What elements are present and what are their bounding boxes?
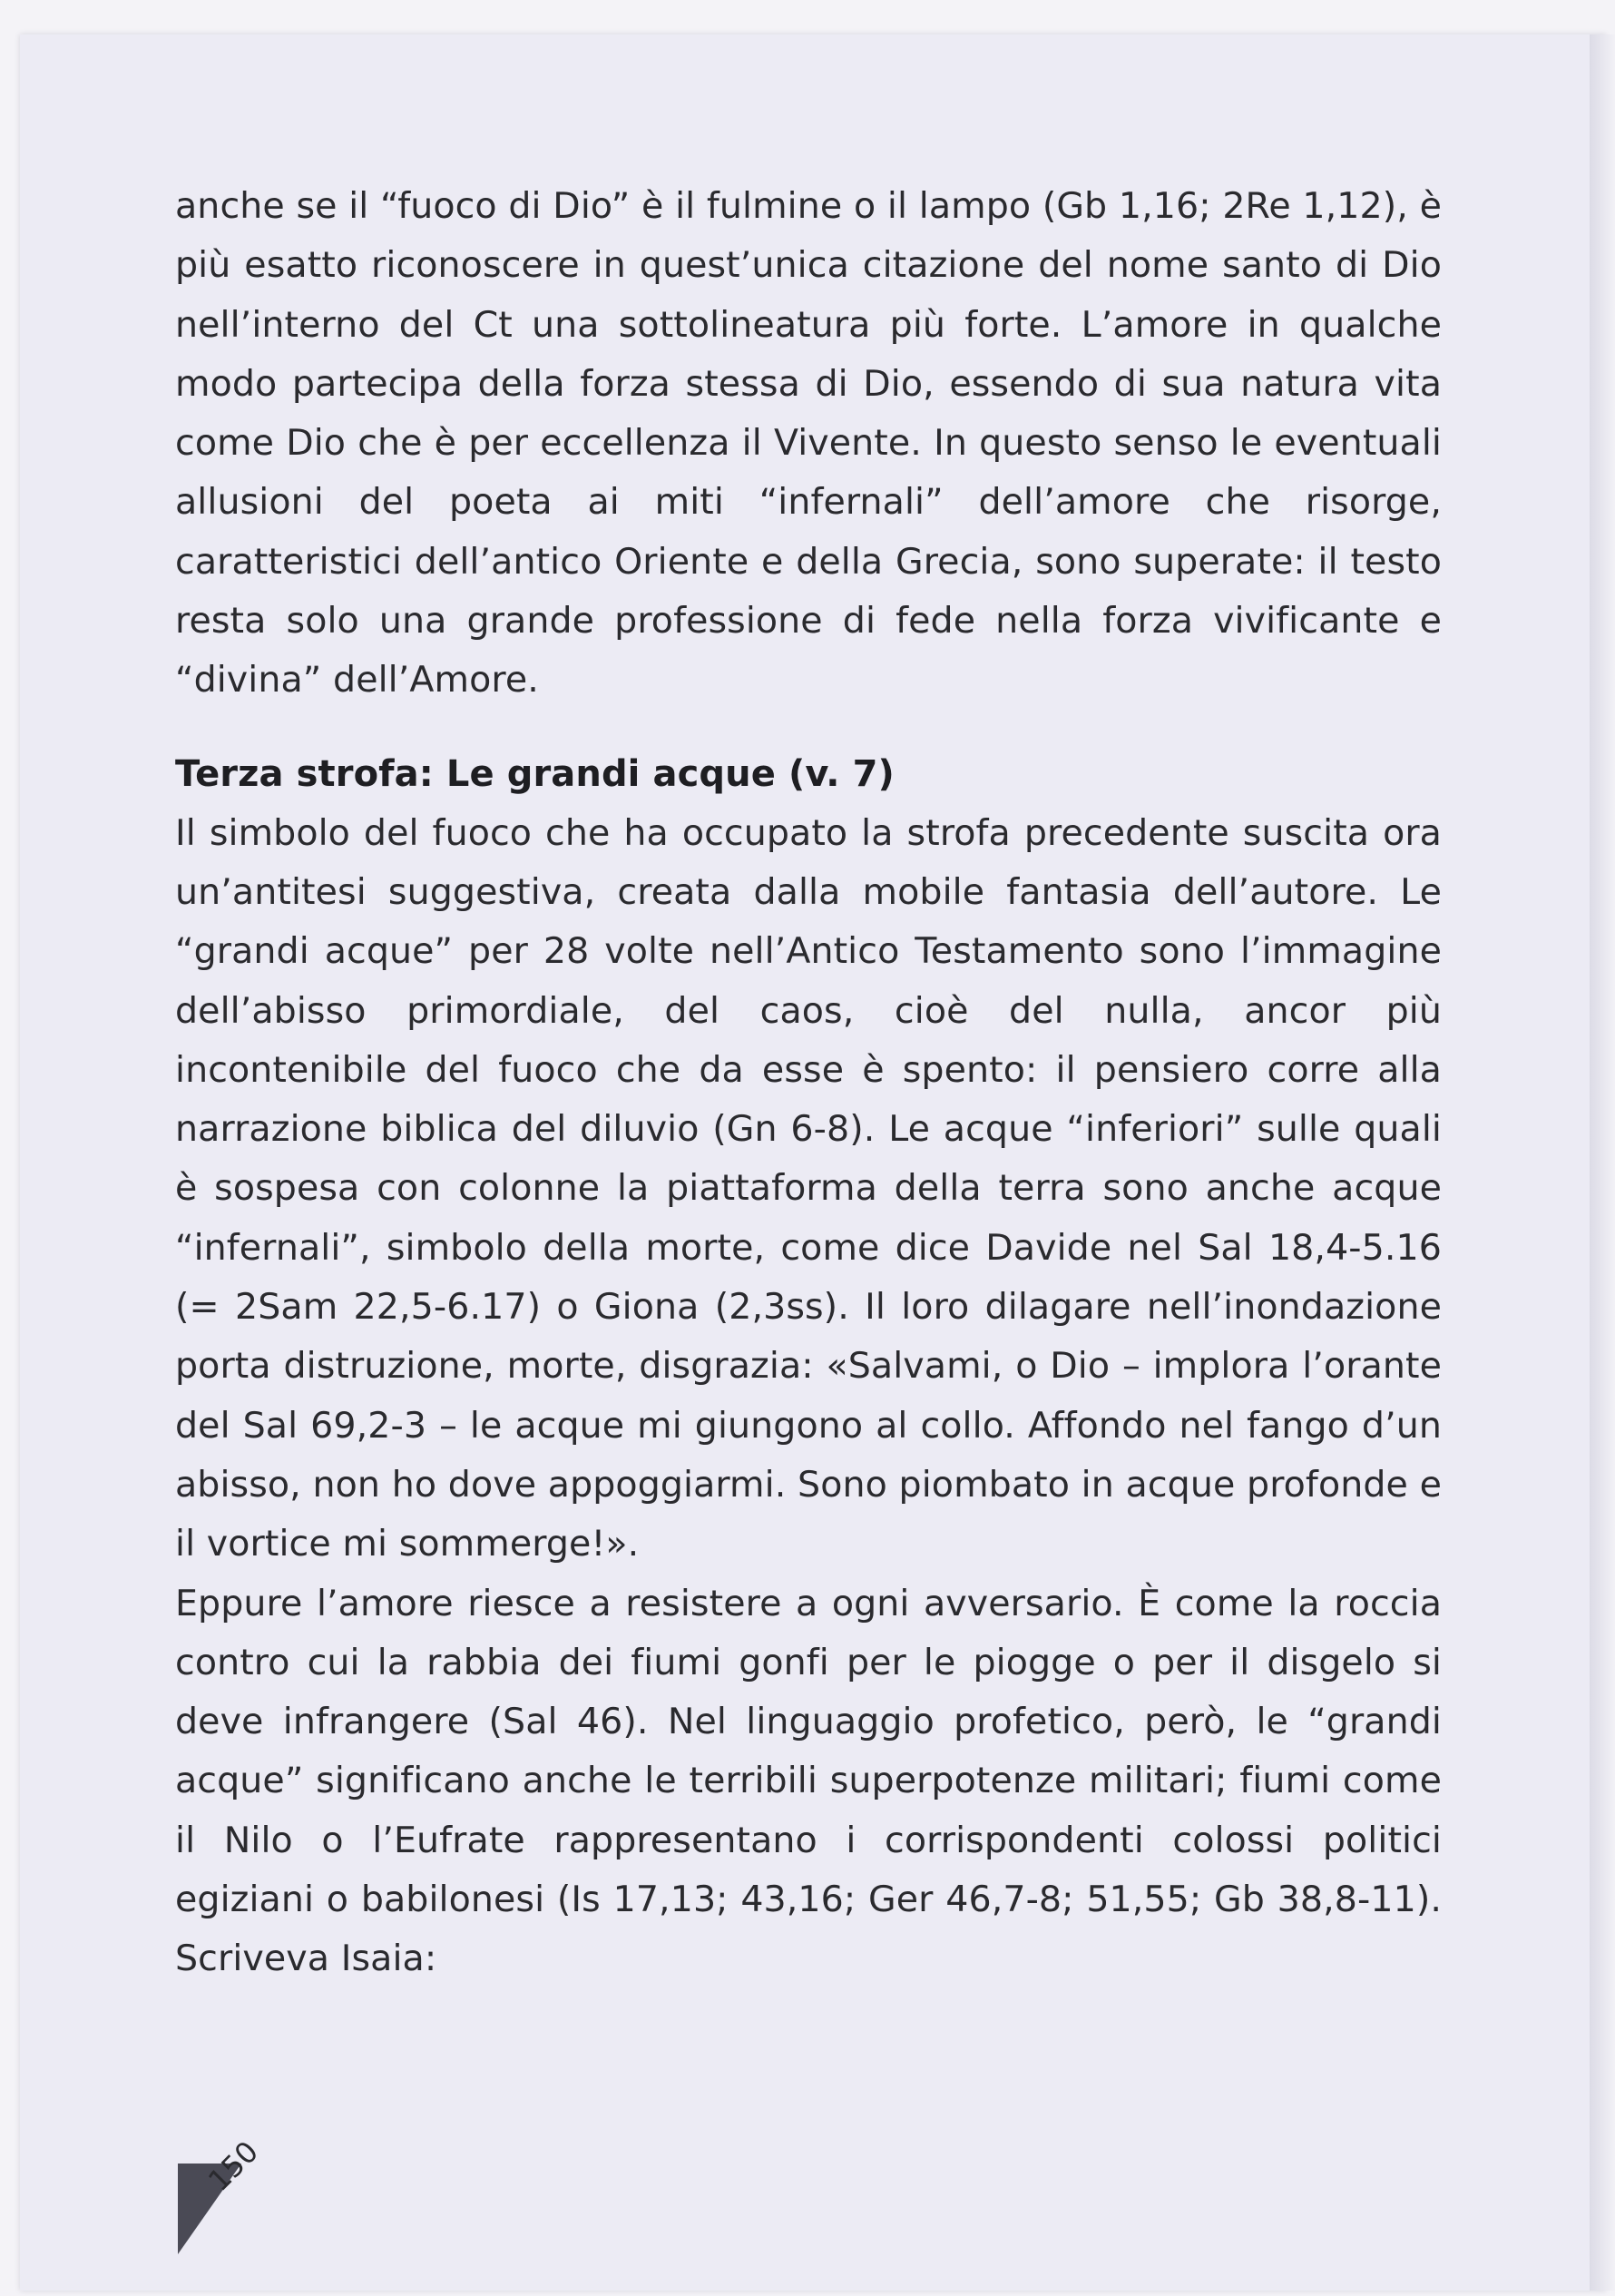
section-paragraph-2: Eppure l’amore riesce a resistere a ogni avversario. È come la roccia contro cui la rabbia dei fiumi gonfi per le piogge o per il disgelo si deve infrangere (Sal 46). Nel linguaggio profetico, però, le “grandi acque” significano anche le terribili superpotenze militari; fiumi come il Nilo o l’Eufrate rappresentano i corrispondenti colossi politici egiziani o babilonesi (Is 17,13; 43,16; Ger 46,7-8; 51,55; Gb 38,8-11). Scriveva Isaia:	[175, 1582, 1442, 1980]
section-paragraph-1: Il simbolo del fuoco che ha occupato la strofa precedente suscita ora un’antitesi suggestiva, creata dalla mobile fantasia dell’autore. Le “grandi acque” per 28 volte nell’Antico Testamento sono l’immagine dell’abisso primordiale, del caos, cioè del nulla, ancor più incontenibile del fuoco che da esse è spento: il pensiero corre alla narrazione biblica del diluvio (Gn 6-8). Le acque “inferiori” sulle quali è sospesa con colonne la piattaforma della terra sono anche acque “infernali”, simbolo della morte, come dice Davide nel Sal 18,4-5.16 (= 2Sam 22,5-6.17) o Giona (2,3ss). Il loro dilagare nell’inondazione porta distruzione, morte, disgrazia: «Salvami, o Dio – implora l’orante del Sal 69,2-3 – le acque mi giungono al collo. Affondo nel fango d’un abisso, non ho dove appoggiarmi. Sono piombato in acque profonde e il vortice mi sommerge!».	[175, 811, 1442, 1565]
section-heading: Terza strofa: Le grandi acque (v. 7)	[175, 752, 895, 795]
page-body	[175, 177, 1442, 1989]
page-number: 150	[201, 2134, 266, 2198]
page-edge	[1590, 34, 1615, 2291]
intro-paragraph: anche se il “fuoco di Dio” è il fulmine o il lampo (Gb 1,16; 2Re 1,12), è più esatto riconoscere in quest’unica citazione del nome santo di Dio nell’interno del Ct una sottolineatura più forte. L’amore in qualche modo partecipa della forza stessa di Dio, essendo di sua natura vita come Dio che è per eccellenza il Vivente. In questo senso le eventuali allusioni del poeta ai miti “infernali” dell’amore che risorge, caratteristici dell’antico Oriente e della Grecia, sono superate: il testo resta solo una grande professione di fede nella forza vivificante e “divina” dell’Amore.	[175, 185, 1442, 702]
